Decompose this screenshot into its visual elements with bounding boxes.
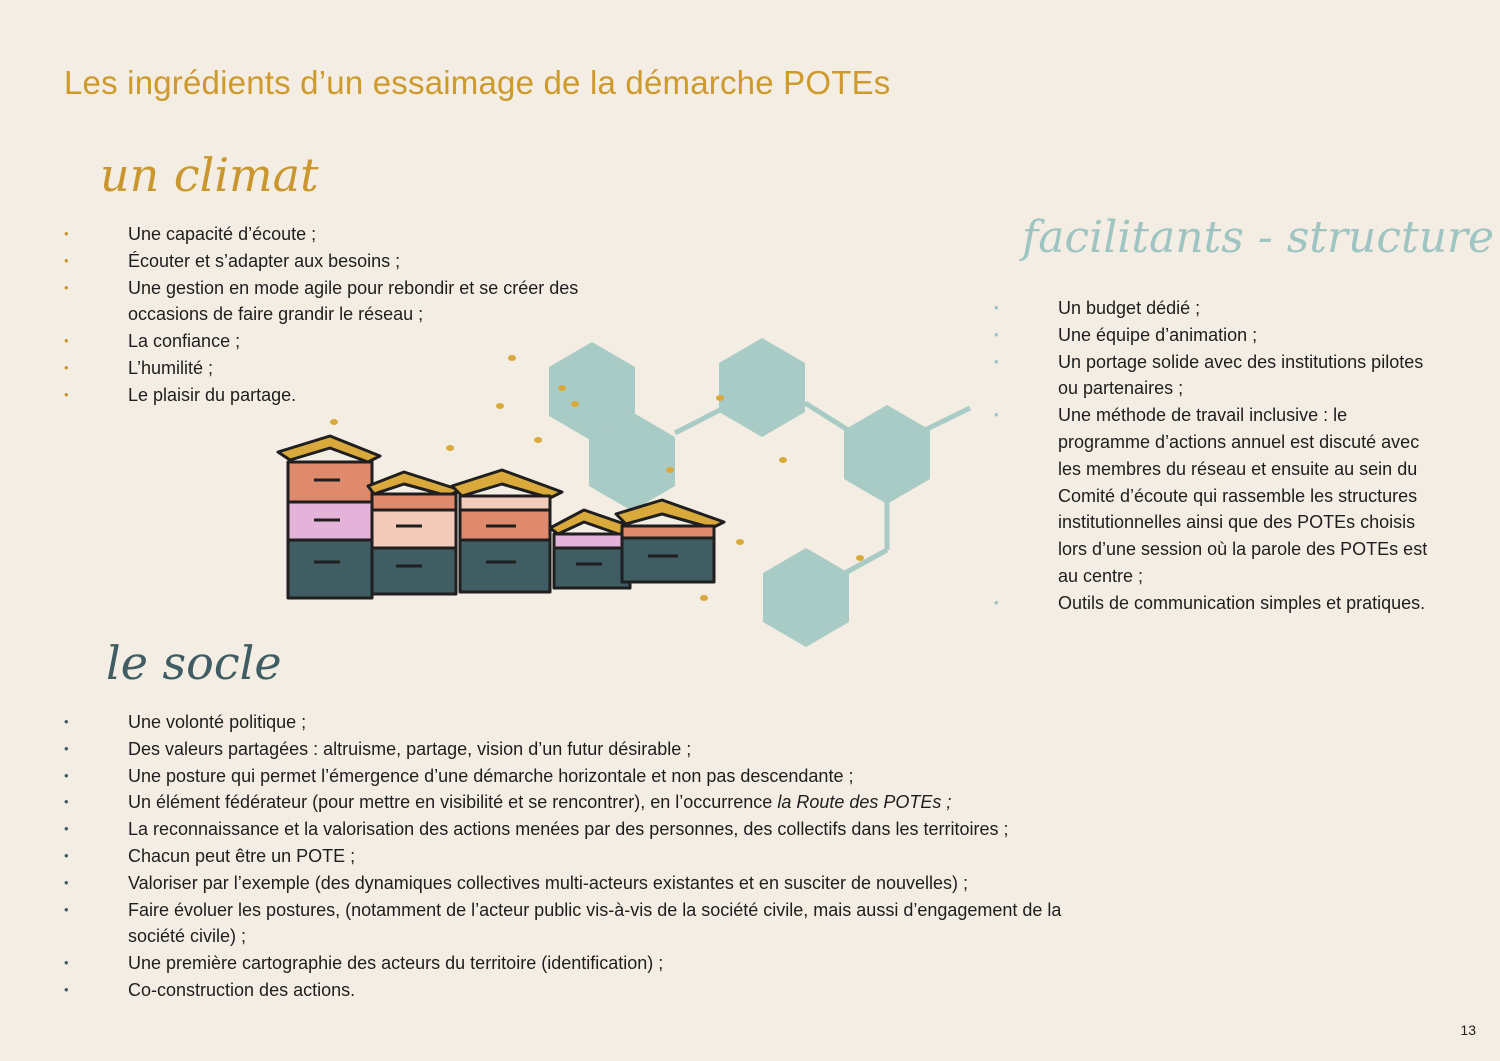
page-title: Les ingrédients d’un essaimage de la démarche POTEs (64, 64, 891, 101)
list-item (64, 789, 1084, 816)
list-item: • Une première cartographie des acteurs du territoire (identification) ; (64, 950, 1084, 977)
list-item-text: Un élément fédérateur (pour mettre en visibilité et se rencontrer), en l’occurrence (128, 792, 773, 813)
list-item: • Écouter et s’adapter aux besoins ; (64, 248, 584, 275)
facilitants-heading: facilitants - structure (1022, 212, 1495, 263)
page-number: 13 (1460, 1022, 1476, 1038)
facilitants-list (994, 295, 1434, 617)
beehive-illustration (270, 330, 980, 660)
list-item: • L’humilité ; (64, 355, 584, 382)
list-item: • Chacun peut être un POTE ; (64, 843, 1084, 870)
list-item: • Valoriser par l’exemple (des dynamiques collectives multi-acteurs existantes et en susciter de nouvelles) ; (64, 870, 1084, 897)
hexagon-shape (719, 338, 805, 437)
list-item: • Une posture qui permet l’émergence d’une démarche horizontale et non pas descendante ; (64, 763, 1084, 790)
list-item: • Une équipe d’animation ; (994, 322, 1434, 349)
list-item: • Un budget dédié ; (994, 295, 1434, 322)
list-item: • Une capacité d’écoute ; (64, 221, 584, 248)
list-item: • Co-construction des actions. (64, 977, 1084, 1004)
list-item: • La reconnaissance et la valorisation des actions menées par des personnes, des collectifs dans les territoires ; (64, 816, 1084, 843)
list-item: • Une gestion en mode agile pour rebondir et se créer des occasions de faire grandir le réseau ; (64, 275, 584, 329)
list-item: • La confiance ; (64, 328, 584, 355)
list-item: • Une méthode de travail inclusive : le programme d’actions annuel est discuté avec les membres du réseau et ensuite au sein du Comité d’écoute qui rassemble les structures institutionnelles ainsi que des POTEs choisis lors d’une session où la parole des POTEs est au centre ; (994, 402, 1434, 590)
list-item: • Une volonté politique ; (64, 709, 1084, 736)
list-item: • Faire évoluer les postures, (notamment de l’acteur public vis-à-vis de la société civile, mais aussi d’engagement de la société civile) ; (64, 897, 1084, 951)
list-item: • Outils de communication simples et pratiques. (994, 590, 1434, 617)
route-des-potes-emphasis: la Route des POTEs ; (777, 792, 952, 813)
list-item: • Des valeurs partagées : altruisme, partage, vision d’un futur désirable ; (64, 736, 1084, 763)
socle-list (64, 709, 1084, 1004)
climat-heading: un climat (100, 148, 319, 202)
socle-heading: le socle (106, 636, 282, 690)
hexagon-shape (763, 548, 849, 647)
list-item: • Le plaisir du partage. (64, 382, 584, 409)
hexagon-shape (844, 405, 930, 504)
list-item: • Un portage solide avec des institutions pilotes ou partenaires ; (994, 349, 1434, 403)
honeycomb-network (549, 338, 970, 647)
